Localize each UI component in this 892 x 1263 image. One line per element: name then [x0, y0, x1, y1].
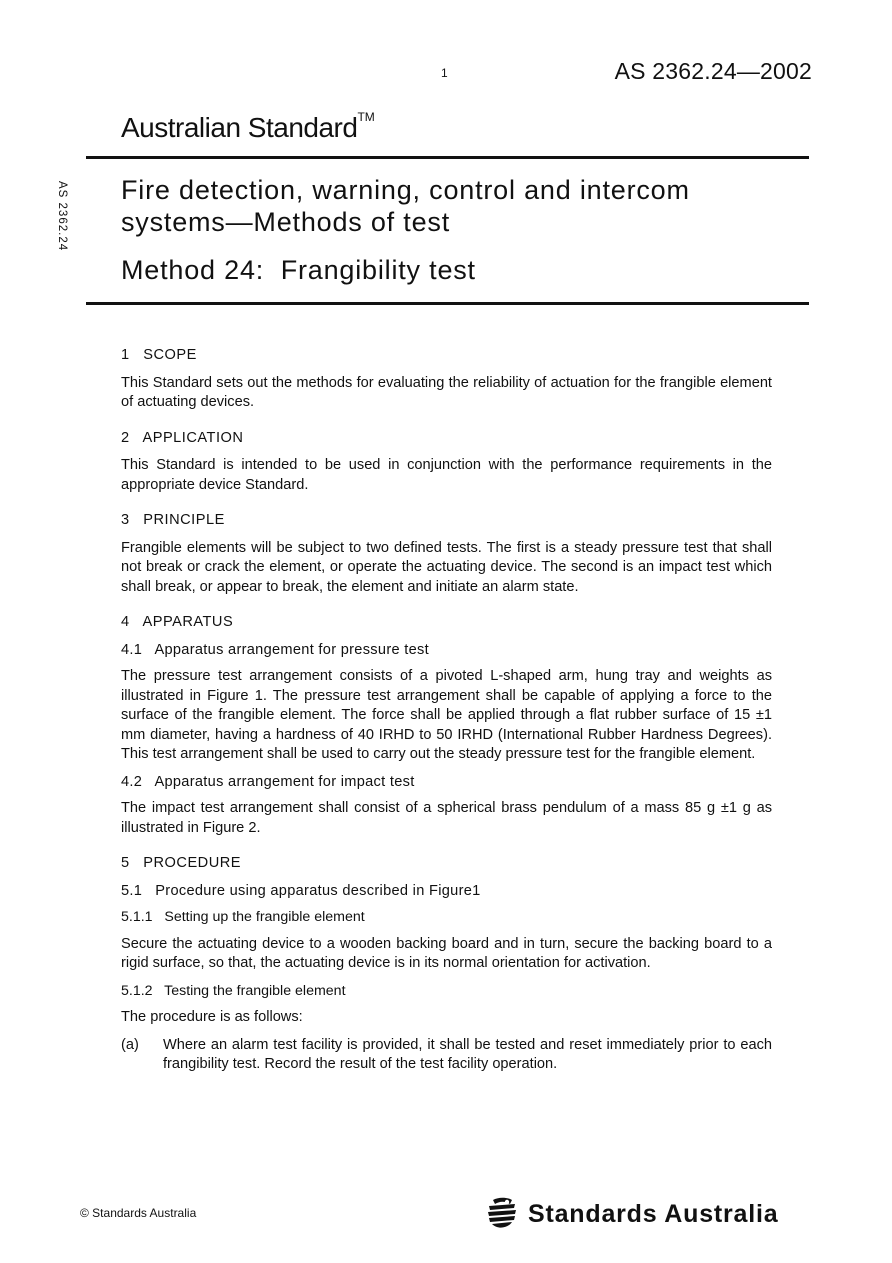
- standards-australia-logo: [484, 1196, 778, 1232]
- trademark: TM: [357, 110, 375, 124]
- bottom-divider: [86, 302, 809, 305]
- document-body: [121, 346, 772, 1075]
- pressure-test-paragraph: The pressure test arrangement consists of a pivoted L-shaped arm, hung tray and weights as illustrated in Figure 1. The pressure test arrangement shall be capable of applying a force to the surface of the frangible element. The force shall be applied through a flat rubber surface of 15 ±1 mm diameter, having a hardness of 40 IRHD to 50 IRHD (International Rubber Hardness Degrees). This test arrangement shall be used to carry out the steady pressure test for the frangible element.: [121, 668, 772, 762]
- impact-test-paragraph: The impact test arrangement shall consist of a spherical brass pendulum of a mass 85 g ±1 g as illustrated in Figure 2.: [121, 800, 772, 836]
- list-item-text: Where an alarm test facility is provided, it shall be tested and reset immediately prior to each frangibility test. Record the result of the test facility operation.: [163, 1036, 772, 1072]
- brand-name: Australian Standard: [121, 112, 358, 143]
- subsection-heading-4-1: 4.1 Apparatus arrangement for pressure test: [121, 641, 429, 658]
- setup-paragraph: Secure the actuating device to a wooden backing board and in turn, secure the backing board to a rigid surface, so that, the actuating device is in its normal orientation for activation.: [121, 935, 772, 971]
- page-number: 1: [441, 66, 448, 80]
- method-title: Method 24: Frangibility test: [121, 255, 476, 285]
- section-heading-principle: 3 PRINCIPLE: [121, 512, 225, 528]
- section-heading-application: 2 APPLICATION: [121, 429, 244, 446]
- logo-wordmark: Standards Australia: [528, 1199, 779, 1228]
- standard-number: AS 2362.24—2002: [614, 58, 812, 84]
- list-item-label: (a): [121, 1036, 139, 1053]
- procedure-intro: The procedure is as follows:: [121, 1009, 303, 1025]
- principle-paragraph: Frangible elements will be subject to two defined tests. The first is a steady pressure test that shall not break or crack the element, or operate the actuating device. The second is an impact test which shall break, or appear to break, the element and initiate an alarm state.: [121, 539, 772, 595]
- scope-paragraph: This Standard sets out the methods for evaluating the reliability of actuation for the frangible element of actuating devices.: [121, 374, 772, 410]
- section-heading-apparatus: 4 APPARATUS: [121, 614, 234, 630]
- list-item: [121, 1036, 772, 1075]
- subsection-heading-5-1-2: 5.1.2 Testing the frangible element: [121, 982, 346, 999]
- brand-heading: [121, 110, 375, 144]
- document-title: Fire detection, warning, control and intercom systems—Methods of test: [121, 175, 690, 237]
- subsection-heading-4-2: 4.2 Apparatus arrangement for impact test: [121, 773, 415, 790]
- subsection-heading-5-1-1: 5.1.1 Setting up the frangible element: [121, 909, 365, 925]
- copyright-notice: © Standards Australia: [80, 1206, 197, 1220]
- top-divider: [86, 156, 809, 159]
- standards-australia-emblem-icon: [484, 1196, 520, 1232]
- section-heading-procedure: 5 PROCEDURE: [121, 855, 242, 871]
- side-label: AS 2362.24: [56, 181, 68, 252]
- application-paragraph: This Standard is intended to be used in conjunction with the performance requirements in the appropriate device Standard.: [121, 457, 772, 493]
- subsection-heading-5-1: 5.1 Procedure using apparatus described in Figure1: [121, 882, 481, 899]
- section-heading-scope: 1 SCOPE: [121, 347, 197, 363]
